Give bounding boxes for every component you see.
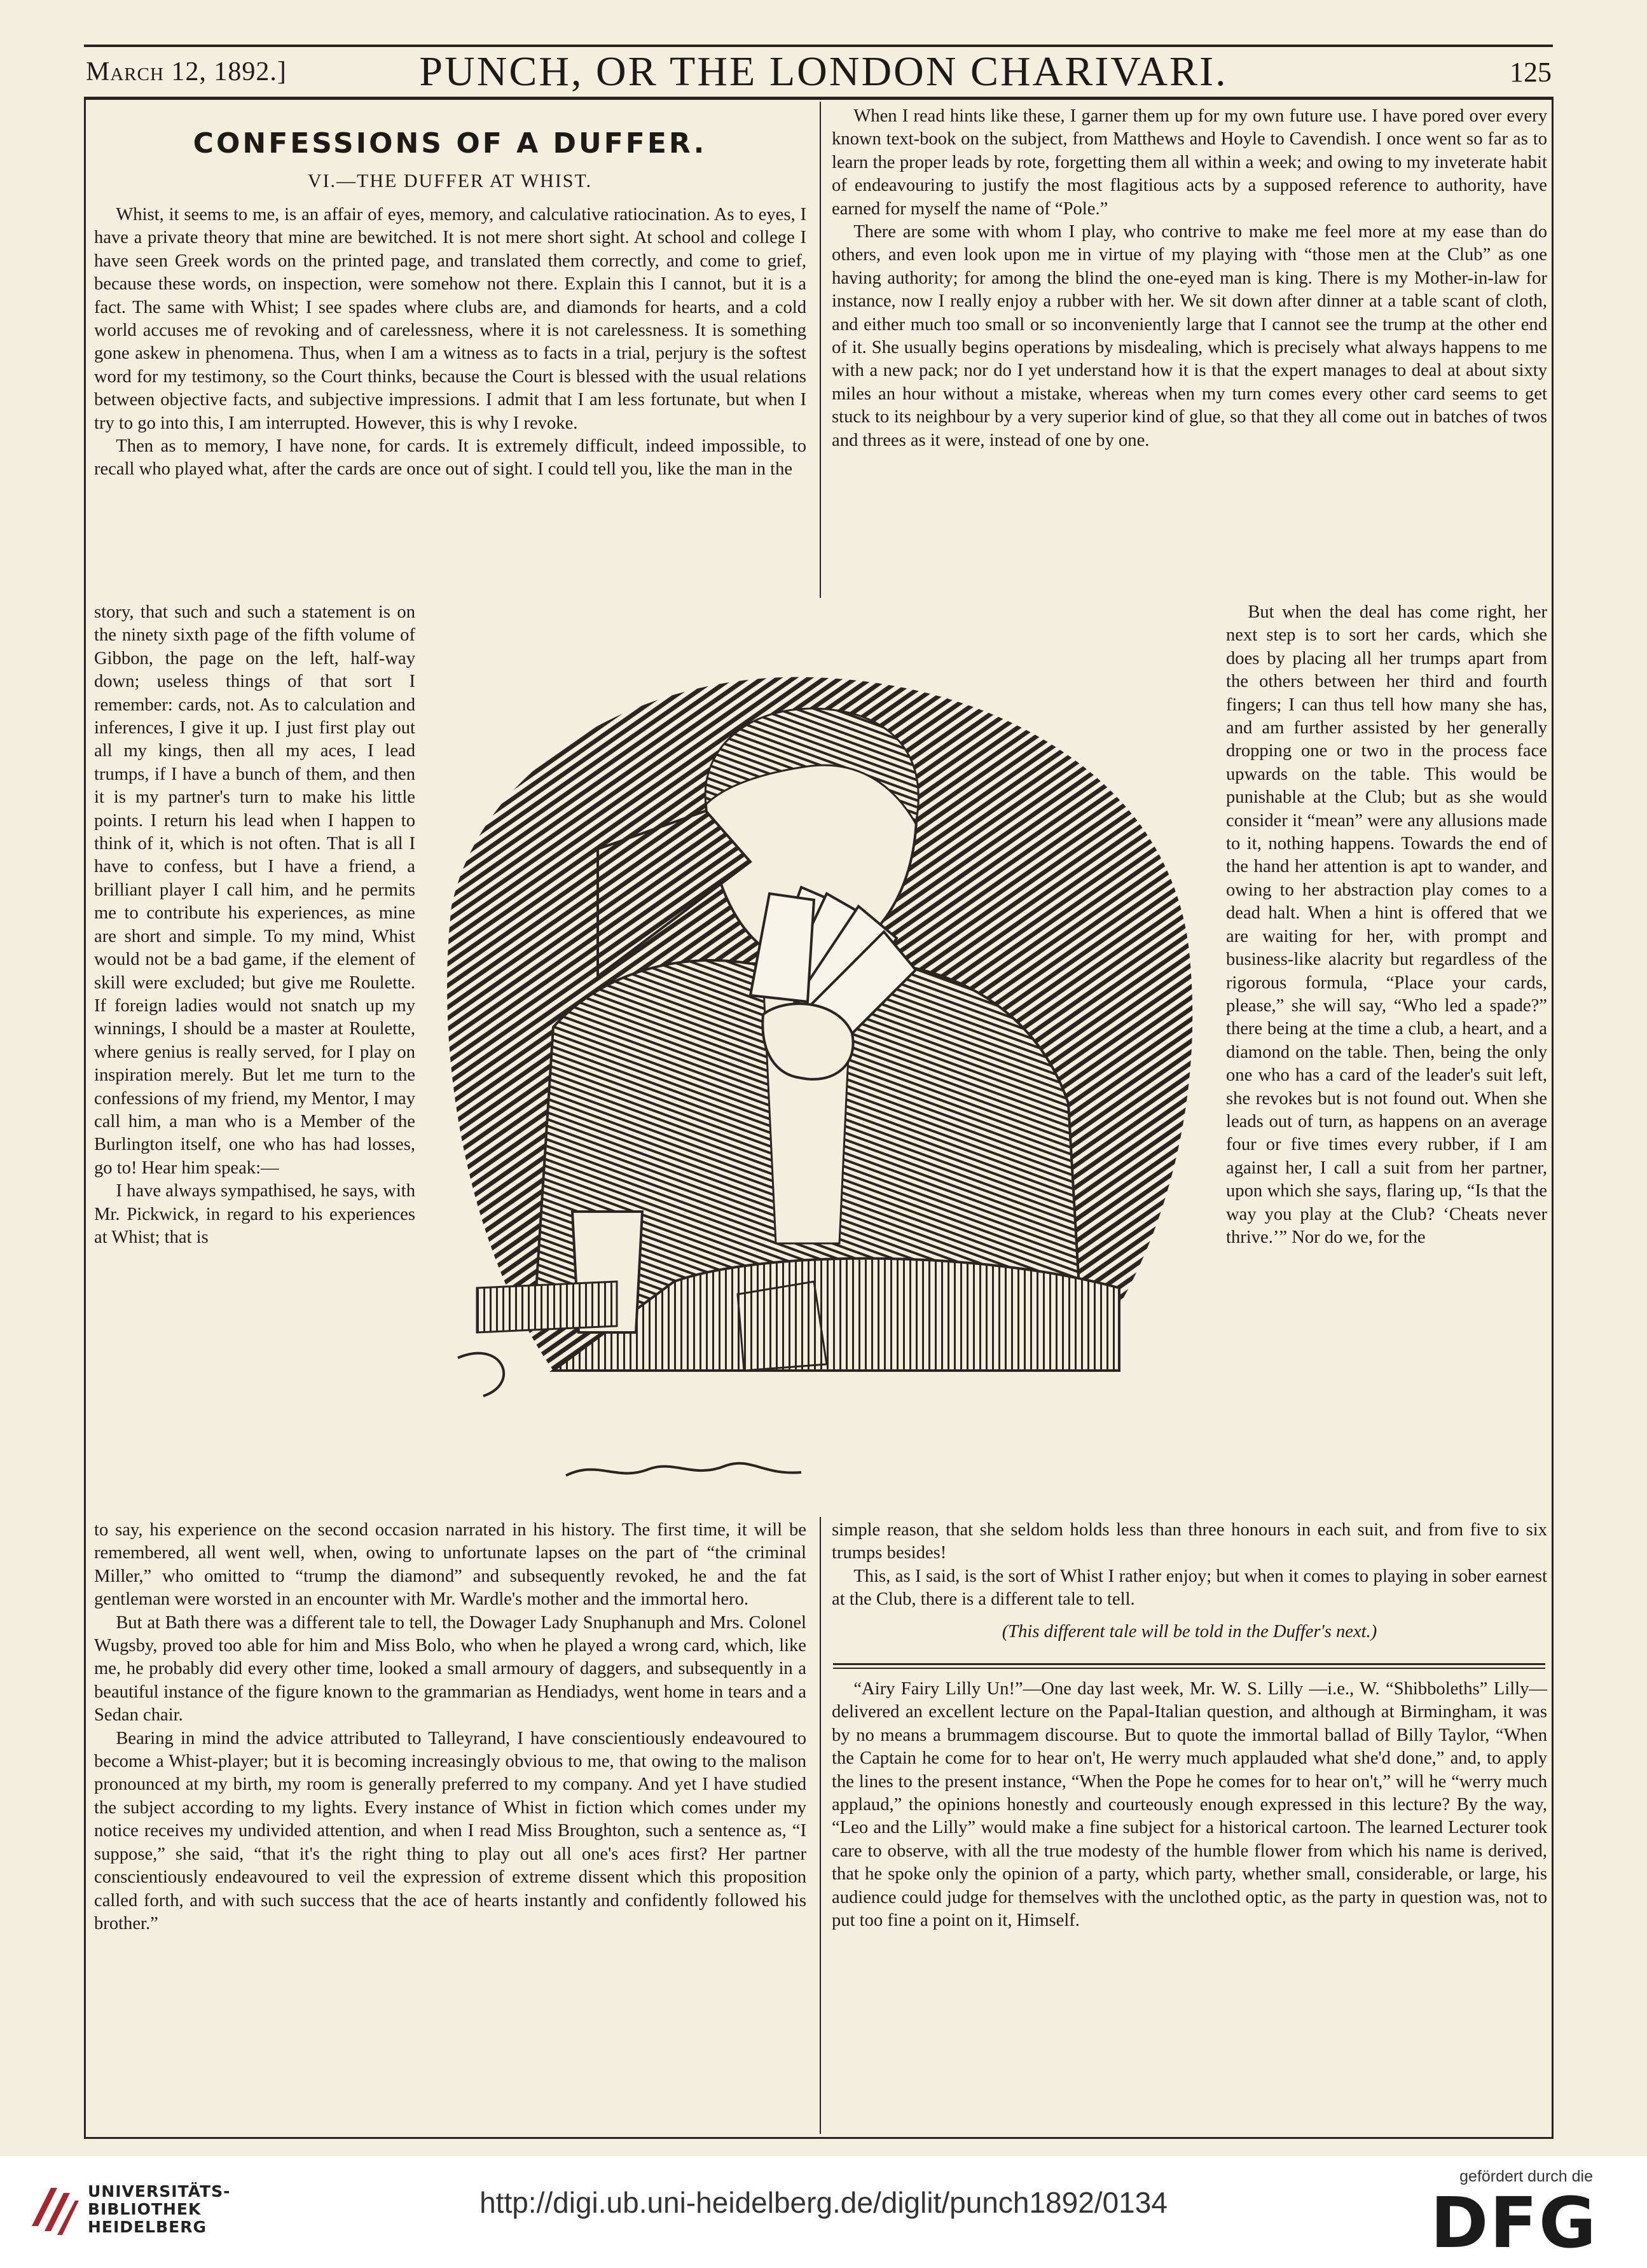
paragraph: story, that such and such a statement is on the ninety sixth page of the fifth volume of Gibbon, the page on the left, half-way down; useless things of that sort I remember: cards, not. As to calculation and inferences, I give it up. I just first play out all my kings, then all my aces, I lead trumps, if I have a bunch of them, and then it is my partner's turn to make his little points. I return his lead when I happen to think of it, which is not often. That is all I have to confess, but I have a friend, a brilliant player I call him, and he permits me to contribute his experiences, as mine are short and simple. To my mind, Whist would not be a bad game, if the element of skill were excluded; but give me Roulette. If foreign ladies would not snatch up my winnings, I should be a master at Roulette, where genius is really served, for I play on inspiration merely. But let me turn to the confessions of my friend, my Mentor, I may call him, a man who is a Member of the Burlington itself, one who has had losses, go to! Hear him speak:— (94, 602, 415, 1178)
column-rule-top (820, 102, 821, 598)
dfg-logo: DFG (1430, 2182, 1597, 2264)
paragraph: When I read hints like these, I garner them up for my own future use. I have pored over every known text-book on the subject, from Matthews and Hoyle to Cavendish. I once went so far as to learn the proper leads by rote, forgetting them all within a week; and owing to my inveterate habit of endeavouring to justify the most flagitious acts by a supposed reference to authority, have earned for myself the name of “Pole.” (832, 106, 1547, 219)
card-pile (738, 1282, 827, 1371)
right-narrow-column (1226, 601, 1547, 1249)
journal-title: PUNCH, OR THE LONDON CHARIVARI. (419, 48, 1228, 95)
permalink-url[interactable]: http://digi.ub.uni-heidelberg.de/diglit/punch1892/0134 (479, 2186, 1168, 2219)
paragraph: But at Bath there was a different tale to tell, the Dowager Lady Snuphanuph and Mrs. Colonel Wugsby, proved too able for him and Miss Bolo, who when he played a wrong card, which, like me, he probably did every other time, looked a small armoury of daggers, and subsequently in a beautiful instance of the figure known to the grammarian as Hendiadys, went home in tears and a Sedan chair. (94, 1612, 806, 1725)
paragraph: Then as to memory, I have none, for cards. It is extremely difficult, indeed impossible, to recall who played what, after the cards are once out of sight. I could tell you, like the man in the (94, 436, 806, 480)
cigar (458, 1353, 504, 1396)
issue-date: March 12, 1892.] (86, 57, 287, 86)
left-column-bottom (94, 1519, 806, 1935)
section-divider (833, 1663, 1545, 1665)
paragraph: simple reason, that she seldom holds less than three honours in each suit, and from five to six trumps besides! (832, 1520, 1547, 1563)
paragraph: “Airy Fairy Lilly Un!”—One day last week, Mr. W. S. Lilly —i.e., W. “Shibboleths” Lilly—delivered an excellent lecture on the Papal-Italian question, and although at Birmingham, it was by no means a brummagem discourse. But to quote the immortal ballad of Billy Taylor, “When the Captain he come for to hear on't, He werry much applauded what she'd done,” and, to apply the lines to the present instance, “When the Pope he comes for to hear on't,” will he “werry much applaud,” the opinions honestly and courteously enough expressed in this lecture? By the way, “Leo and the Lilly” would make a fine subject for a historical cartoon. The learned Lecturer took care to observe, with all the true modesty of the humble flower from which his name is derived, that he spoke only the opinion of a party, which party, whether small, considerable, or large, his audience could judge for themselves with the unclothed optic, as the party in question was, not to put too fine a point on it, Himself. (832, 1679, 1547, 1931)
right-column-top (832, 105, 1547, 452)
left-narrow-column (94, 601, 415, 1249)
article-subtitle: VI.—THE DUFFER AT WHIST. (307, 170, 593, 191)
frame-right (1552, 97, 1554, 2138)
paragraph: This, as I said, is the sort of Whist I rather enjoy; but when it comes to playing in sober earnest at the Club, there is a different tale to tell. (832, 1566, 1547, 1610)
paragraph: But when the deal has come right, her next step is to sort her cards, which she does by placing all her trumps apart from the others between her third and fourth fingers; I can thus tell how many she has, and am further assisted by her generally dropping one or two in the process face upwards on the table. This would be punishable at the Club; but as she would consider it “mean” were any allusions made to it, nothing happens. Towards the end of the hand her attention is apt to wander, and owing to her abstraction play comes to a dead halt. When a hint is offered that we are waiting for her, with prompt and business-like alacrity but regardless of the rigorous formula, “Place your cards, please,” she will say, “Who led a spade?” there being at the time a club, a heart, and a diamond on the table. Then, being the only one who has a card of the leader's suit left, she revokes but is not found out. When she leads out of turn, as happens on an average four or five times every rubber, if I am against her, I call a suit from her partner, upon which she says, flaring up, “Is that the way you play at the Club? ‘Cheats never thrive.’” Nor do we, for the (1226, 602, 1547, 1247)
right-column-bottom (832, 1519, 1547, 1643)
section-divider-double (833, 1668, 1545, 1669)
frame-left (84, 97, 86, 2138)
funding-label: gefördert durch die (1459, 2168, 1593, 2185)
column-rule-bottom (820, 1517, 821, 2134)
artist-signature (566, 1463, 801, 1476)
library-line: BIBLIOTHEK (88, 2200, 202, 2218)
paragraph: Whist, it seems to me, is an affair of eyes, memory, and calculative ratiocination. As to eyes, I have a private theory that mine are bewitched. It is not mere short sight. At school and college I have seen Greek words on the printed page, and translated them correctly, and come to grief, because these words, on inspection, were somehow not there. Explain this I cannot, but it is a fact. The same with Whist; I see spades where clubs are, and diamonds for hearts, and a cold world accuses me of revoking and of carelessness, where it is not carelessness. It is something gone askew in phenomena. Thus, when I am a witness as to facts in a trial, perjury is the softest word for my testimony, so the Court thinks, because the Court is blessed with the usual relations between objective facts, and subjective impressions. I admit that I am less fortunate, but when I try to go into this, I am interrupted. However, this is why I revoke. (94, 205, 806, 433)
page-number: 125 (1510, 56, 1552, 88)
continuation-note: (This different tale will be told in the Duffer's next.) (1002, 1621, 1377, 1642)
lilly-lecture-paragraph (832, 1678, 1547, 1932)
frame-bottom (84, 2137, 1554, 2139)
card-pack (477, 1282, 617, 1332)
whist-player-illustration (407, 620, 1224, 1504)
header-bottom-rule (84, 97, 1553, 100)
library-line: UNIVERSITÄTS- (88, 2182, 231, 2201)
paragraph: There are some with whom I play, who contrive to make me feel more at my ease than do others, and even look upon me in virtue of my playing with “those men at the Club” as one having authority; for among the blind the one-eyed man is king. There is my Mother-in-law for instance, now I really enjoy a rubber with her. We sit down after dinner at a table scant of cloth, and either much too small or so inconveniently large that I cannot see the trump at the other end of it. She usually begins operations by misdealing, which is precisely what always happens to me with a new pack; nor do I yet understand how it is that the expert manages to deal at about sixty miles an hour without a mistake, whereas when my turn comes every other card seems to get stuck to its neighbour by a very superior kind of glue, so that they all come out in batches of twos and threes as it were, instead of one by one. (832, 222, 1547, 450)
header-top-rule (84, 45, 1553, 47)
article-title: CONFESSIONS OF A DUFFER. (193, 127, 707, 160)
library-line: HEIDELBERG (88, 2218, 207, 2236)
paragraph: to say, his experience on the second occasion narrated in his history. The first time, it will be remembered, all went well, when, owing to unfortunate lapses on the part of “the criminal Miller,” who omitted to “trump the diamond” and subsequently revoked, he and the fat gentleman were worsted in an encounter with Mr. Wardle's mother and the immortal hero. (94, 1520, 806, 1610)
paragraph: Bearing in mind the advice attributed to Talleyrand, I have conscientiously endeavoured to become a Whist-player; but it is becoming increasingly obvious to me, that owing to the malison pronounced at my birth, my room is generally preferred to my company. And yet I have studied the subject according to my lights. Every instance of Whist in fiction which comes under my notice receives my undivided attention, and when I read Miss Broughton, such a sentence as, “I suppose,” she said, “that it's the right thing to play out all one's aces first? Her partner conscientiously endeavoured to veil the expression of extreme dissent which this proposition called forth, and with such success that the ace of hearts instantly and confidently followed his brother.” (94, 1728, 806, 1933)
left-column-top (94, 204, 806, 481)
paragraph: I have always sympathised, he says, with Mr. Pickwick, in regard to his experiences at Whist; that is (94, 1181, 415, 1247)
